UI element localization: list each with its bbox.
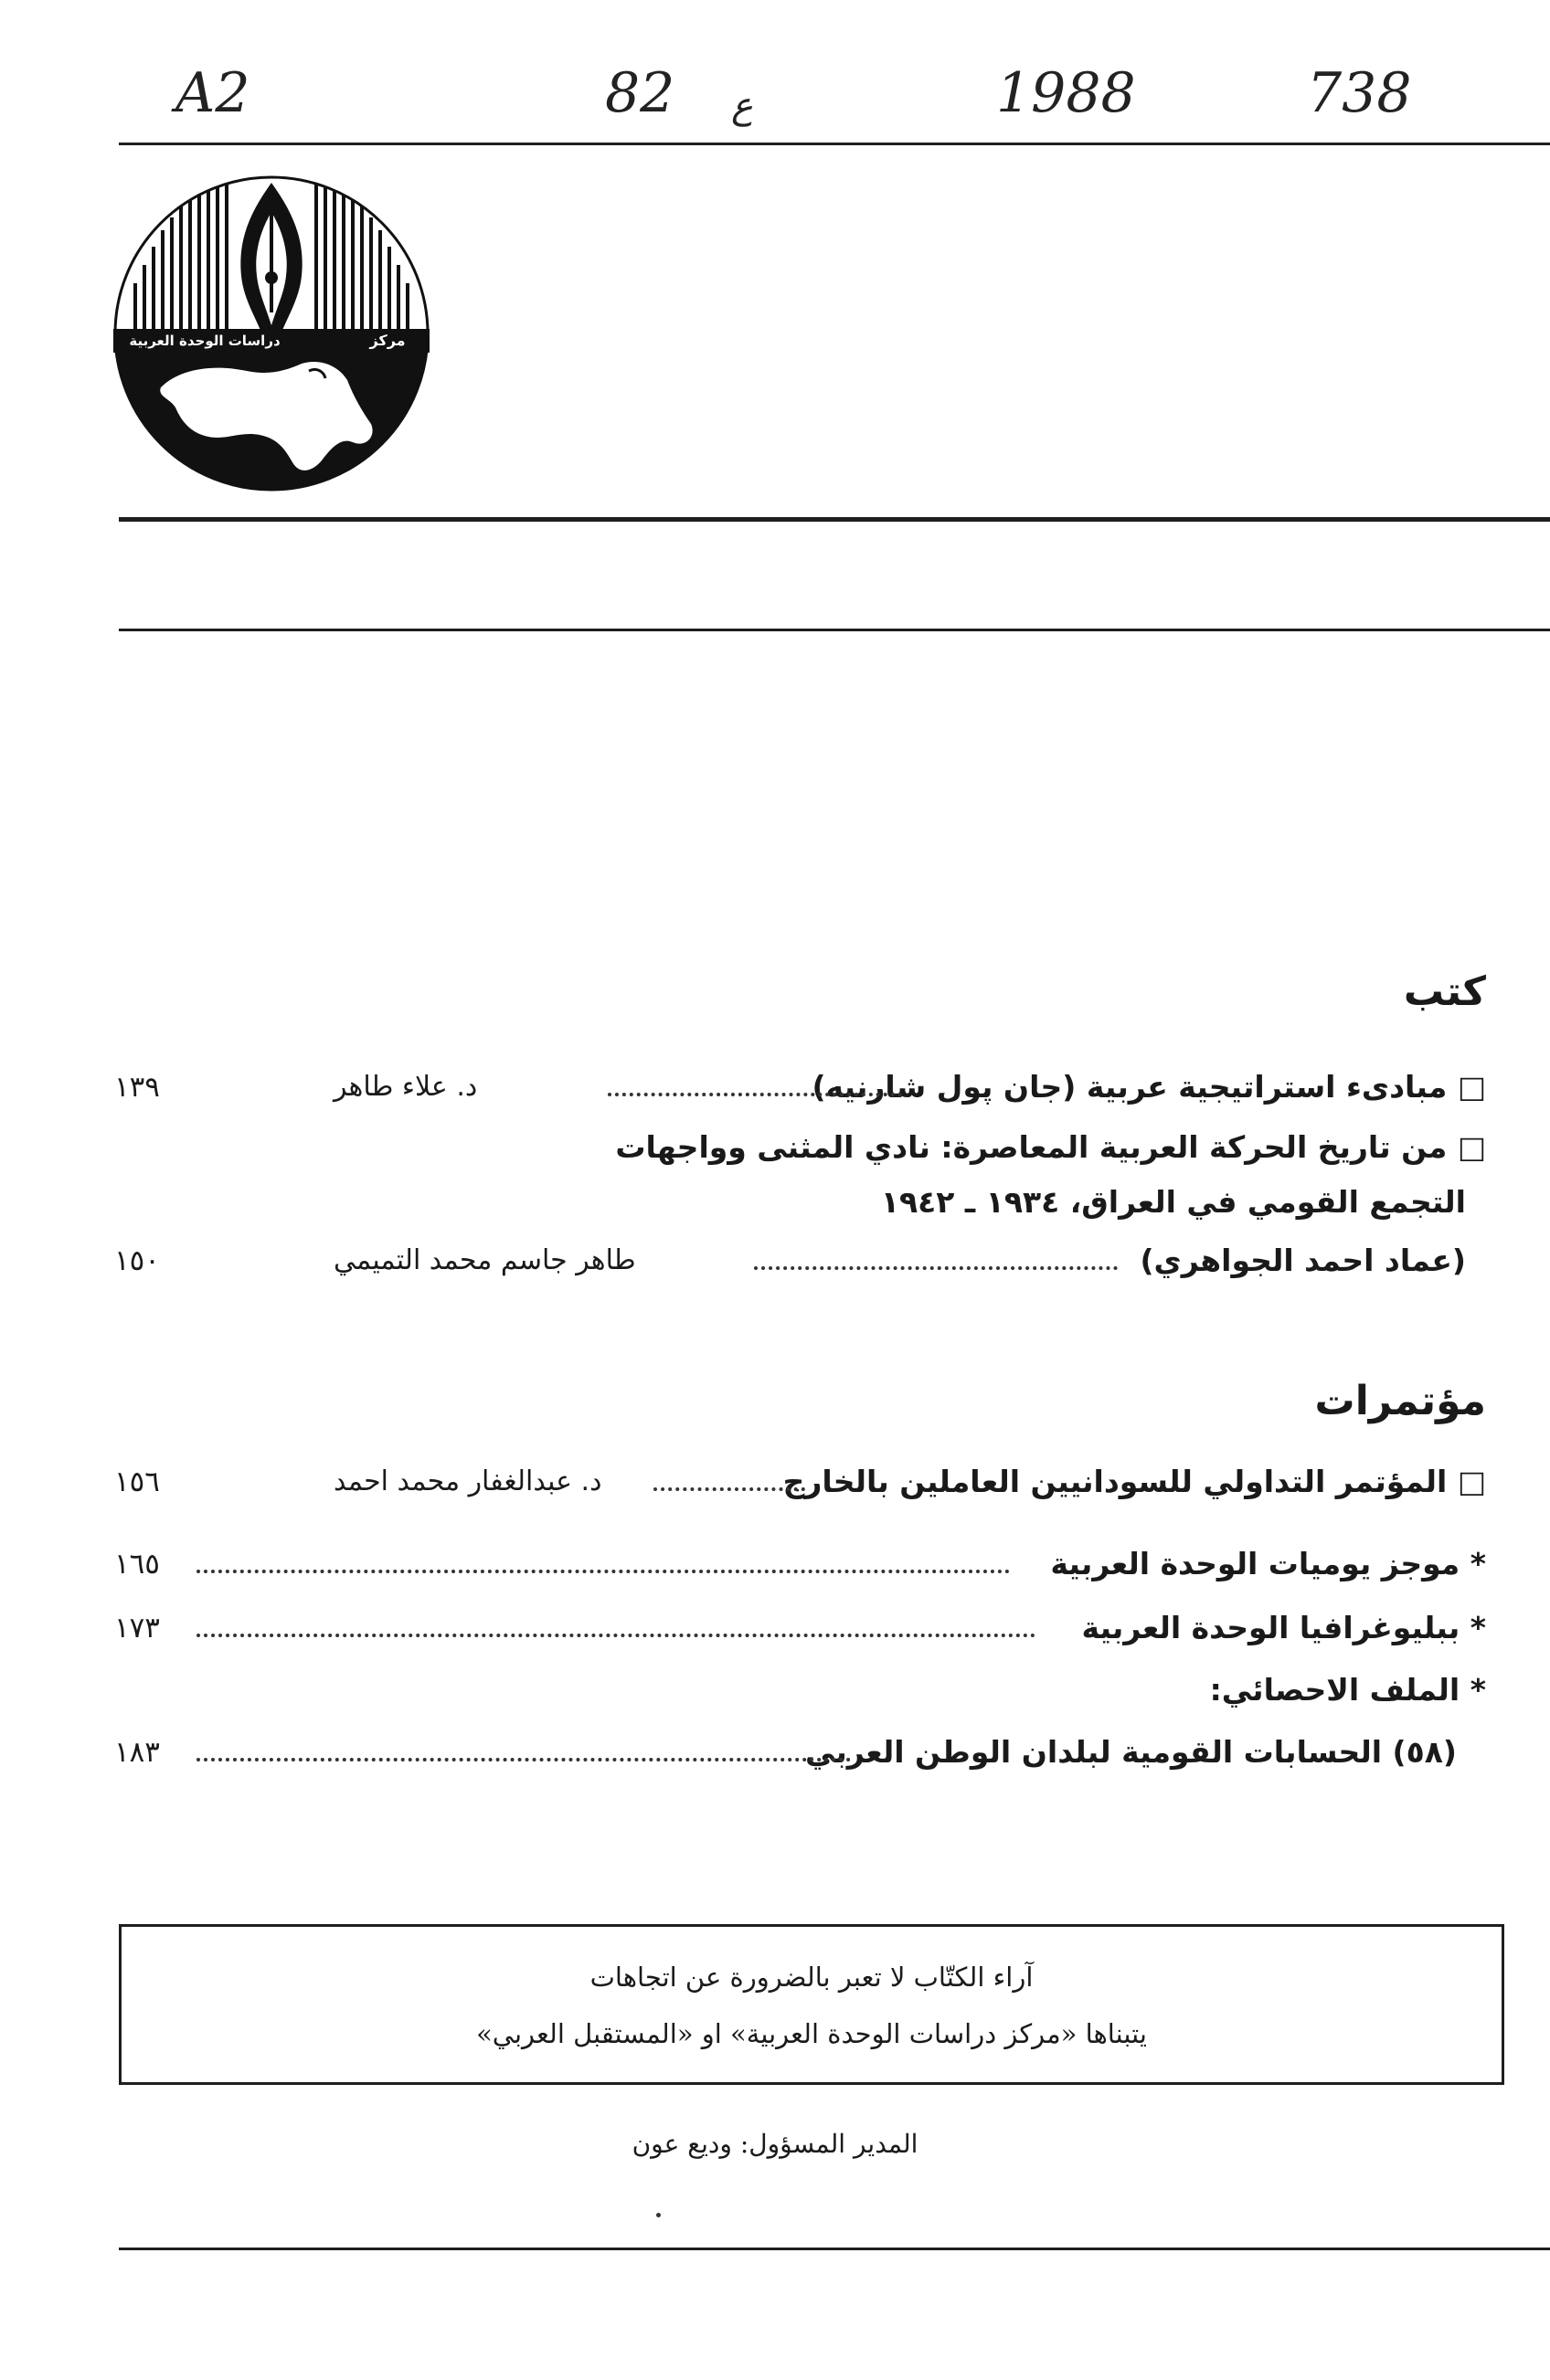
dot-leader xyxy=(196,1758,851,1761)
item-author: د. عبدالغفار محمد احمد xyxy=(334,1465,602,1497)
handwritten-note-2: 82 xyxy=(605,61,675,125)
page-number: ١٥٠ xyxy=(114,1244,160,1277)
handwritten-note-5: 738 xyxy=(1307,61,1412,125)
page-number: ١٣٩ xyxy=(114,1071,160,1104)
logo-label-right: مركز xyxy=(369,332,406,349)
item-title: المؤتمر التداولي للسودانيين العاملين بالخارج xyxy=(782,1464,1448,1499)
list-item xyxy=(114,1063,1486,1111)
disclaimer-box xyxy=(119,1924,1504,2085)
dot-leader xyxy=(754,1266,1118,1270)
asterisk-marker: * xyxy=(1470,1672,1486,1708)
page-number: ١٧٣ xyxy=(114,1612,160,1645)
checkbox-marker: □ xyxy=(1457,1069,1486,1105)
list-item-line xyxy=(615,1124,1486,1171)
checkbox-marker: □ xyxy=(1457,1464,1486,1499)
page-number: ١٨٣ xyxy=(114,1736,160,1769)
list-item xyxy=(114,1604,1486,1652)
list-item-line: التجمع القومي في العراق، ١٩٣٤ ـ ١٩٤٢ xyxy=(880,1184,1466,1220)
item-title: (عماد احمد الجواهري) xyxy=(1140,1243,1466,1278)
disclaimer-line: آراء الكتّاب لا تعبر بالضرورة عن اتجاهات xyxy=(589,1962,1034,1993)
double-rule xyxy=(119,517,1550,522)
top-rule xyxy=(119,143,1550,145)
section-heading-books: كتب xyxy=(1403,968,1486,1015)
list-item xyxy=(114,1729,1486,1776)
center-logo xyxy=(113,175,430,492)
bottom-rule xyxy=(119,2248,1550,2250)
list-item xyxy=(114,1458,1486,1506)
section-rule xyxy=(119,629,1550,631)
item-author: طاهر جاسم محمد التميمي xyxy=(334,1244,636,1276)
handwritten-note-1: A2 xyxy=(175,61,250,125)
managing-editor: المدير المسؤول: وديع عون xyxy=(632,2129,918,2159)
item-title: الملف الاحصائي: xyxy=(1209,1672,1460,1708)
list-item xyxy=(114,1540,1486,1588)
logo-label-left: دراسات الوحدة العربية xyxy=(129,333,281,349)
item-title: ببليوغرافيا الوحدة العربية xyxy=(1081,1610,1460,1645)
handwritten-note-4: 1988 xyxy=(996,61,1136,125)
list-item-line xyxy=(1210,1666,1486,1714)
dot-leader xyxy=(196,1570,1010,1573)
checkbox-marker: □ xyxy=(1457,1129,1486,1165)
page-number: ١٦٥ xyxy=(114,1548,160,1581)
item-author: د. علاء طاهر xyxy=(334,1071,478,1103)
dot-leader xyxy=(608,1093,902,1096)
asterisk-marker: * xyxy=(1470,1610,1486,1645)
page-number: ١٥٦ xyxy=(114,1465,160,1498)
dot-leader xyxy=(196,1634,1035,1637)
item-title: مبادىء استراتيجية عربية (جان پول شارنيه) xyxy=(812,1069,1448,1105)
item-title: (٥٨) الحسابات القومية لبلدان الوطن العربي xyxy=(804,1734,1457,1770)
section-heading-conferences: مؤتمرات xyxy=(1314,1378,1486,1424)
item-title: من تاريخ الحركة العربية المعاصرة: نادي المثنى وواجهات xyxy=(615,1129,1448,1165)
speck xyxy=(656,2213,661,2217)
item-title: موجز يوميات الوحدة العربية xyxy=(1050,1546,1460,1581)
asterisk-marker: * xyxy=(1470,1546,1486,1581)
handwritten-note-3: ع xyxy=(731,85,753,127)
list-item xyxy=(114,1237,1486,1285)
disclaimer-line: يتبناها «مركز دراسات الوحدة العربية» او «المستقبل العربي» xyxy=(476,2018,1147,2049)
dot-leader xyxy=(653,1487,805,1491)
